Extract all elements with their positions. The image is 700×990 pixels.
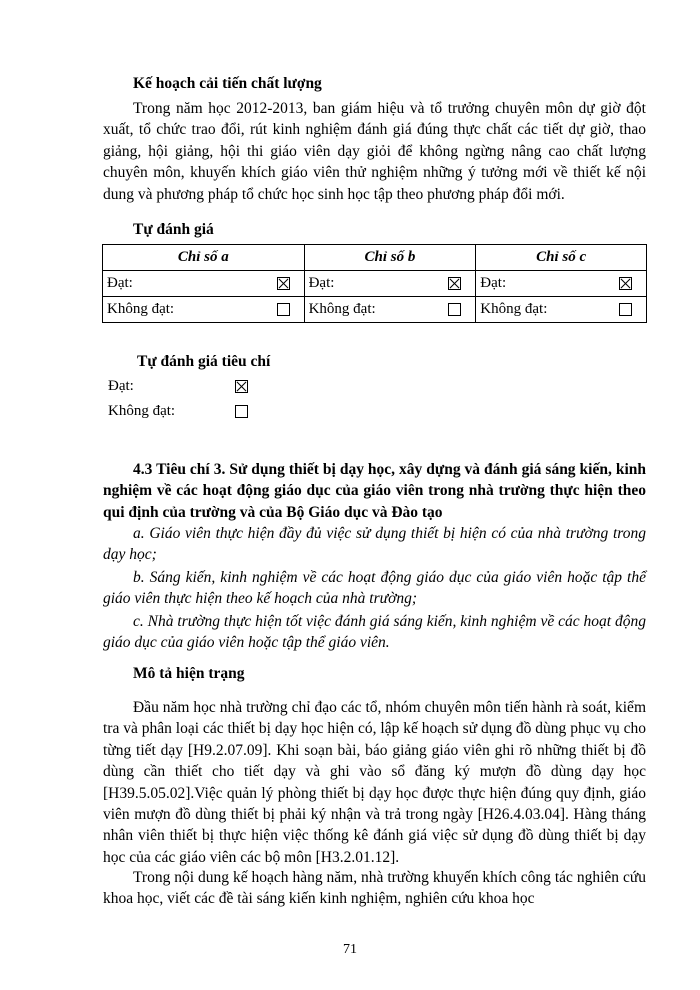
criterion-fail-row [108,403,258,420]
criterion3-heading: 4.3 Tiêu chí 3. Sử dụng thiết bị dạy học, xây dựng và đánh giá sáng kiến, kinh nghiệm về các hoạt động giáo dục của giáo viên trong nhà trường thực hiện theo qui định của trường và của Bộ Giáo dục và Đào tạo [103,461,646,521]
table-row-pass [103,271,647,297]
plan-paragraph: Trong năm học 2012-2013, ban giám hiệu và tổ trưởng chuyên môn dự giờ đột xuất, tổ chức trao đổi, rút kinh nghiệm đánh giá đúng thực chất các tiết dự giờ, thao giảng, hội giảng, hội thi giáo viên dạy giỏi để không ngừng nâng cao chất lượng chuyên môn, khuyến khích giáo viên thử nghiệm những ý tưởng mới về thiết kế nội dung và phương pháp tổ chức học sinh học tập theo phương pháp đổi mới. [103,100,646,203]
criterion-item-a: a. Giáo viên thực hiện đầy đủ việc sử dụng thiết bị hiện có của nhà trường trong dạy học; [103,525,646,564]
empty-box-icon[interactable] [619,303,632,316]
criterion-pass-label: Đạt: [108,378,134,394]
self-eval-table [102,244,647,323]
fail-label: Không đạt: [107,301,175,317]
table-row-fail [103,297,647,323]
checked-box-icon[interactable] [235,380,248,393]
status-paragraph-2: Trong nội dung kế hoạch hàng năm, nhà trường khuyến khích công tác nghiên cứu khoa học, viết các đề tài sáng kiến kinh nghiệm, nghiên cứu khoa học [103,869,646,908]
criterion-fail-label: Không đạt: [108,403,176,419]
header-index-c: Chỉ số c [476,245,647,271]
criterion-eval-heading: Tự đánh giá tiêu chí [137,353,271,370]
fail-label: Không đạt: [308,301,376,317]
checked-box-icon[interactable] [448,277,461,290]
criterion-item-b: b. Sáng kiến, kinh nghiệm về các hoạt động giáo dục của giáo viên hoặc tập thể giáo viên thực hiện theo kế hoạch của nhà trường; [103,569,646,608]
status-heading: Mô tả hiện trạng [133,665,245,682]
fail-label: Không đạt: [480,301,548,317]
empty-box-icon[interactable] [277,303,290,316]
criterion-pass-row [108,378,258,395]
header-index-a: Chỉ số a [103,245,305,271]
status-paragraph-1: Đầu năm học nhà trường chỉ đạo các tổ, nhóm chuyên môn tiến hành rà soát, kiểm tra và phân loại các thiết bị dạy học hiện có, lập kế hoạch sử dụng đồ dùng phục vụ cho từng tiết dạy [H9.2.07.09]. Khi soạn bài, báo giảng giáo viên ghi rõ những thiết bị đồ dùng cần thiết cho tiết dạy và ghi vào sổ đăng ký mượn đồ dùng dạy học [H39.5.05.02].Việc quản lý phòng thiết bị dạy học được thực hiện đúng quy định, giáo viên mượn đồ dùng thiết bị phải ký nhận và trả trong ngày [H26.4.03.04]. Hàng tháng nhân viên thiết bị thực hiện việc thống kê đánh giá việc sử dụng đồ dùng thiết bị dạy học của các giáo viên các bộ môn [H3.2.01.12]. [103,699,646,866]
header-index-b: Chỉ số b [304,245,476,271]
pass-label: Đạt: [480,275,507,291]
table-header-row [103,245,647,271]
empty-box-icon[interactable] [448,303,461,316]
empty-box-icon[interactable] [235,405,248,418]
self-eval-heading: Tự đánh giá [133,221,214,238]
criterion-item-c: c. Nhà trường thực hiện tốt việc đánh giá sáng kiến, kinh nghiệm về các hoạt động giáo dục của giáo viên hoặc tập thể giáo viên. [103,613,646,652]
plan-heading: Kế hoạch cải tiến chất lượng [133,75,322,92]
pass-label: Đạt: [107,275,133,291]
page-number: 71 [343,942,357,957]
checked-box-icon[interactable] [277,277,290,290]
pass-label: Đạt: [308,275,335,291]
checked-box-icon[interactable] [619,277,632,290]
